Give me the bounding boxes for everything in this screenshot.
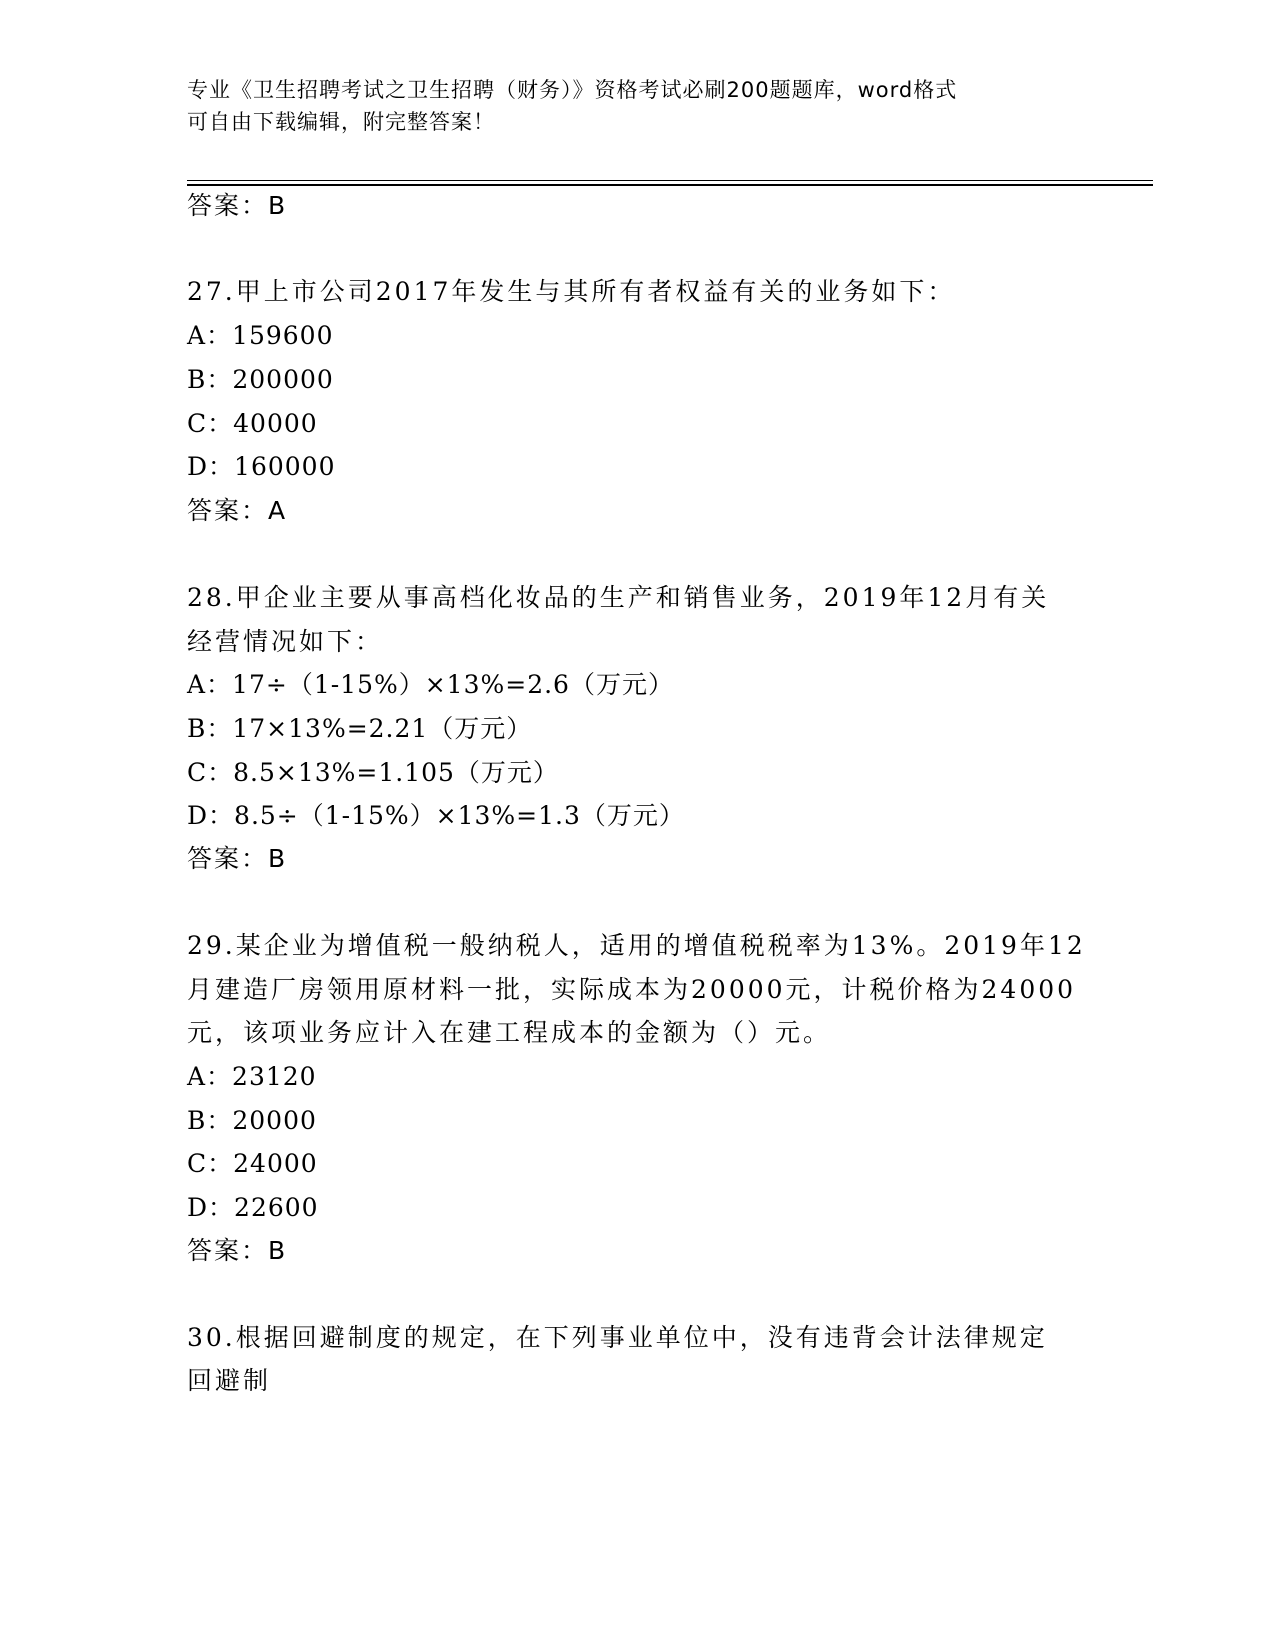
question-29-option-d: D：22600 bbox=[187, 1193, 319, 1222]
question-29-option-c: C：24000 bbox=[187, 1149, 318, 1178]
question-28-option-b: B：17×13%=2.21（万元） bbox=[187, 714, 533, 743]
question-30-stem-line-1: 30.根据回避制度的规定，在下列事业单位中，没有违背会计法律规定 bbox=[187, 1323, 1048, 1352]
question-30-stem-line-2: 回避制 bbox=[187, 1366, 272, 1395]
question-27-option-a: A：159600 bbox=[187, 321, 334, 350]
header-divider-thin bbox=[187, 180, 1153, 181]
question-28-option-a: A：17÷（1-15%）×13%=2.6（万元） bbox=[187, 670, 674, 699]
question-28-answer: 答案：B bbox=[187, 844, 288, 873]
question-29-answer: 答案：B bbox=[187, 1236, 288, 1265]
question-29-option-a: A：23120 bbox=[187, 1062, 317, 1091]
question-28-option-c: C：8.5×13%=1.105（万元） bbox=[187, 758, 559, 787]
question-29-option-b: B：20000 bbox=[187, 1106, 317, 1135]
question-27-option-b: B：200000 bbox=[187, 365, 334, 394]
header-divider-thick bbox=[187, 184, 1153, 186]
question-27-option-d: D：160000 bbox=[187, 452, 336, 481]
header-line-1: 专业《卫生招聘考试之卫生招聘（财务）》资格考试必刷200题题库，word格式 bbox=[187, 78, 958, 102]
question-27-answer: 答案：A bbox=[187, 496, 288, 525]
header-line-2: 可自由下载编辑，附完整答案！ bbox=[187, 110, 495, 134]
question-29-stem-line-3: 元，该项业务应计入在建工程成本的金额为（）元。 bbox=[187, 1018, 832, 1047]
question-28-stem-line-1: 28.甲企业主要从事高档化妆品的生产和销售业务，2019年12月有关 bbox=[187, 583, 1050, 612]
question-29-stem-line-1: 29.某企业为增值税一般纳税人，适用的增值税税率为13%。2019年12 bbox=[187, 931, 1086, 960]
question-28-stem-line-2: 经营情况如下： bbox=[187, 627, 384, 656]
question-27-option-c: C：40000 bbox=[187, 409, 318, 438]
document-header bbox=[187, 74, 1067, 138]
question-27-stem: 27.甲上市公司2017年发生与其所有者权益有关的业务如下： bbox=[187, 277, 956, 306]
previous-answer: 答案：B bbox=[187, 191, 288, 220]
question-28-option-d: D：8.5÷（1-15%）×13%=1.3（万元） bbox=[187, 801, 685, 830]
question-29-stem-line-2: 月建造厂房领用原材料一批，实际成本为20000元，计税价格为24000 bbox=[187, 975, 1077, 1004]
